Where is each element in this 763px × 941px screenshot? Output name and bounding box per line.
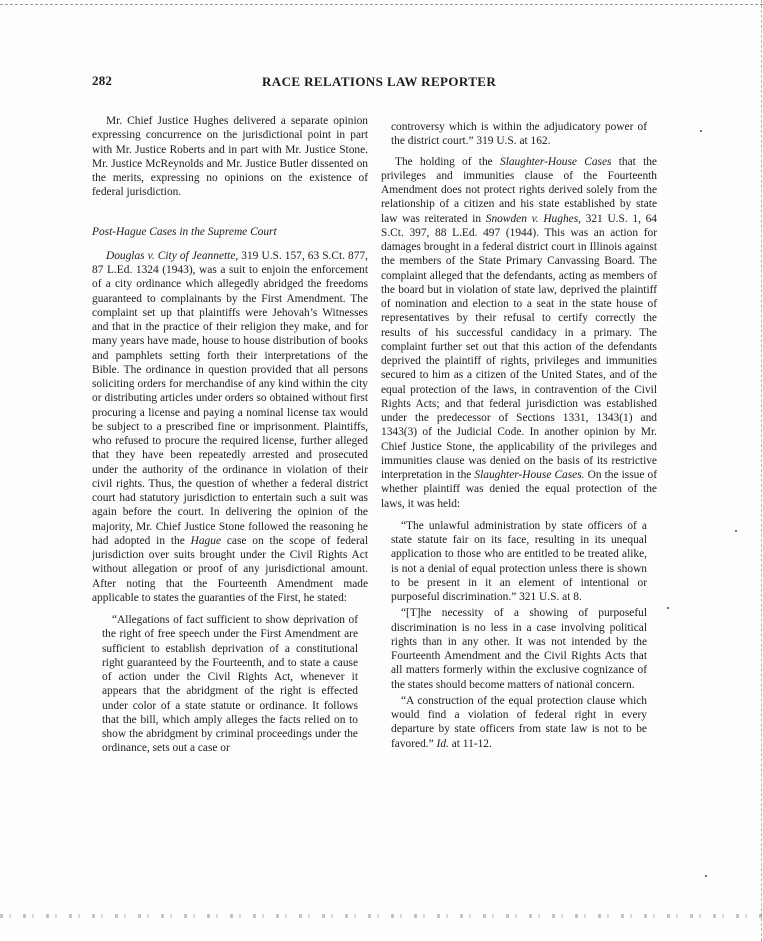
douglas-paragraph [92, 249, 368, 605]
snowden-text-c: 321 U.S. 1, 64 S.Ct. 397, 88 L.Ed. 497 (1944). This was an action for damages brought in a federal district court in Illinois against the members of the State Primary Canvassing Board. The complaint alleged that the defendants, acting as members of the board but in violation of state law, deprived the plaintiff of nomination and election to a seat in the state house of representatives by their refusal to certify correctly the results of his successful candidacy in a primary. The complaint further set out that this action of the defendants deprived the plaintiff of rights, privileges and immunities secured to him as a citizen of the United States, and of the equal protection of the laws, in contravention of the Civil Rights Acts; and that federal jurisdiction was established under the predecessor of Sections 1331, 1343(1) and 1343(3) of the Judicial Code. In another opinion by Mr. Chief Justice Stone, the applicability of the privileges and immunities clause was denied on the basis of its restrictive interpretation in the [381, 212, 658, 481]
left-column [92, 114, 368, 756]
top-scan-border [0, 4, 763, 5]
case-name-slaughter-house-2: Slaughter-House Cases. [474, 469, 585, 481]
scan-speck [700, 130, 702, 132]
case-name-slaughter-house: Slaughter-House Cases [500, 155, 612, 168]
quote-paragraph-3 [391, 694, 647, 751]
block-quote-douglas [92, 613, 368, 756]
snowden-text-b: that the privileges and immunities clause of the Fourteenth Amendment does not protect rights derived solely from the relationship of a citizen and his state established by state law was reiterated in [381, 155, 657, 225]
running-head: RACE RELATIONS LAW REPORTER [262, 74, 497, 89]
snowden-text-a: The holding of the [395, 155, 500, 168]
douglas-text-tail: case on the scope of federal jurisdiction over suits brought under the Civil Rights Act without allegation or proof of any jurisdictional amount. After noting that the Fourteenth Amendment made applicable to states the guaranties of the First, he stated: [92, 534, 368, 604]
quote-3-text: “A construction of the equal protection clause which would find a violation of federal right in every departure by state officers from state law is not to be favored.” [391, 694, 647, 750]
snowden-text-d: On the issue of whether plaintiff was denied the equal protection of the laws, it was held: [381, 469, 657, 510]
case-name-hague: Hague [190, 534, 222, 547]
case-name-douglas: Douglas v. City of Jeannette, [106, 249, 239, 262]
scan-speck [705, 875, 707, 877]
douglas-text: 319 U.S. 157, 63 S.Ct. 877, 87 L.Ed. 1324 (1943), was a suit to enjoin the enforcement of a city ordinance which allegedly abridged the freedoms guaranteed to complainants by the First Amendment. The complaint set up that plaintiffs were Jehovah’s Witnesses and that in the practice of their religion they make, and for many years have made, house to house distribution of books and pamphlets setting forth their interpretations of the Bible. The ordinance in question provided that all persons soliciting orders for merchandise of any kind within the city or distributing articles under orders so obtained without first procuring a license and paying a nominal license tax would be subject to a prescribed fine or imprisonment. Plaintiffs, who refused to procure the required license, further alleged that they have been repeatedly arrested and prosecuted under the authority of the ordinance in violation of their civil rights. Thus, the question of whether a federal district court had statutory jurisdiction to entertain such a suit was again before the court. In delivering the opinion of the majority, Mr. Chief Justice Stone followed the reasoning he had adopted in the [92, 249, 368, 547]
quote-paragraph-1: “The unlawful administration by state officers of a state statute fair on its face, resulting in its unequal application to those who are entitled to be treated alike, is not a denial of equal protection unless there is shown to be present in it an element of intentional or purposeful discrimination.” 321 U.S. at 8. [391, 519, 647, 603]
section-heading: Post-Hague Cases in the Supreme Court [92, 225, 277, 238]
scan-speck [735, 530, 737, 532]
quote-paragraph-2: “[T]he necessity of a showing of purposeful discrimination is no less in a case involving political rights than in any other. It was not intended by the Fourteenth Amendment and the Civil Rights Acts that all matters formerly within the exclusive cognizance of the states should become matters of national concern. [391, 607, 647, 691]
block-quote-continued [381, 120, 657, 149]
quote-continuation: controversy which is within the adjudicatory power of the district court.” 319 U.S. at 162. [391, 121, 647, 148]
right-scan-border [761, 0, 762, 941]
page-number: 282 [92, 73, 113, 88]
scan-speck [667, 607, 669, 609]
case-name-snowden: Snowden v. Hughes, [485, 212, 581, 225]
citation-pages: at 11-12. [448, 737, 492, 750]
snowden-paragraph [381, 155, 657, 511]
bottom-scan-marks [0, 914, 763, 918]
quote-text: “Allegations of fact sufficient to show deprivation of the right of free speech under the First Amendment are sufficient to establish deprivation of a constitutional right guaranteed by the Fourteenth, and to state a cause of action under the Civil Rights Act, whenever it appears that the abridgment of the right is effected under color of a state statute or ordinance. It follows that the bill, which amply alleges the facts relied on to show the abridgment by criminal proceedings under the ordinance, sets out a case or [102, 614, 358, 755]
right-column [381, 114, 657, 751]
opening-paragraph: Mr. Chief Justice Hughes delivered a separate opinion expressing concurrence on the jurisdictional point in part with Mr. Justice Roberts and in part with Mr. Justice Stone. Mr. Justice McReynolds and Mr. Justice Butler dissented on the merits, expressing no opinions on the existence of federal jurisdiction. [92, 115, 368, 199]
citation-id: Id. [436, 737, 449, 750]
block-quote-snowden [381, 519, 657, 751]
